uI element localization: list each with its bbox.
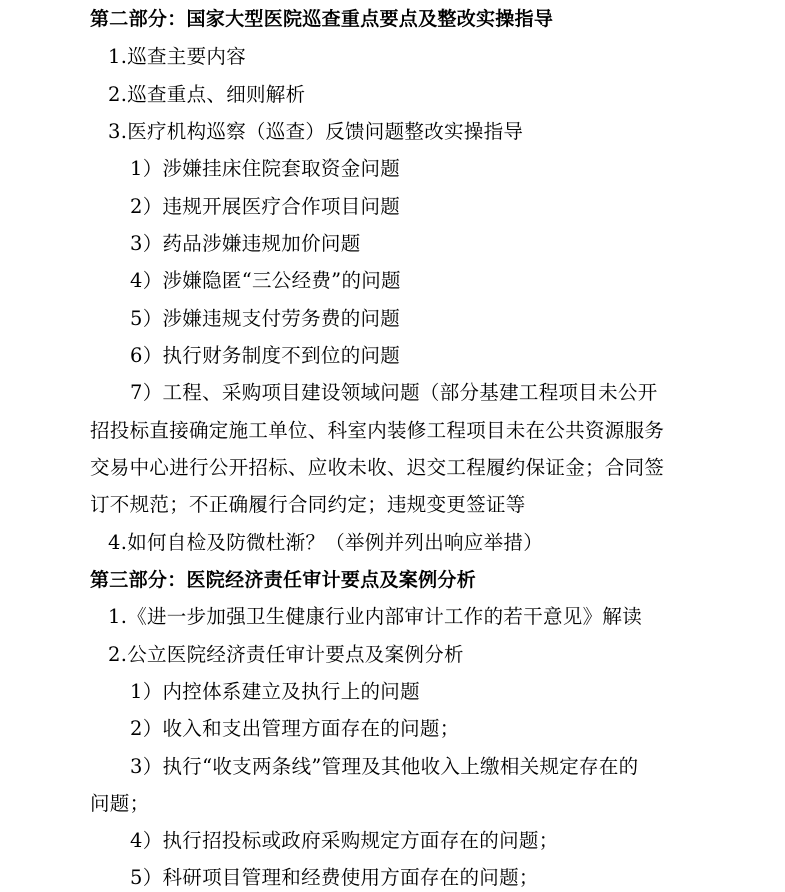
list-item: 1.《进一步加强卫生健康行业内部审计工作的若干意见》解读 <box>108 605 643 628</box>
sub-list-item-7-line3: 交易中心进行公开招标、应收未收、迟交工程履约保证金；合同签 <box>90 456 665 479</box>
sub-list-item-3-line1: 3）执行“收支两条线”管理及其他收入上缴相关规定存在的 <box>130 755 639 778</box>
sub-list-item: 5）科研项目管理和经费使用方面存在的问题； <box>130 866 539 889</box>
section-heading-part2: 第二部分：国家大型医院巡查重点要点及整改实操指导 <box>90 8 554 30</box>
sub-list-item-3-line2: 问题； <box>90 792 150 815</box>
list-item: 2.巡查重点、细则解析 <box>108 83 306 106</box>
sub-list-item-7-line4: 订不规范；不正确履行合同约定；违规变更签证等 <box>90 493 526 516</box>
list-item: 4.如何自检及防微杜渐？（举例并列出响应举措） <box>108 531 544 554</box>
sub-list-item-7-line1: 7）工程、采购项目建设领域问题（部分基建工程项目未公开 <box>130 381 658 404</box>
list-item: 2.公立医院经济责任审计要点及案例分析 <box>108 643 464 666</box>
sub-list-item: 5）涉嫌违规支付劳务费的问题 <box>130 307 401 330</box>
sub-list-item: 2）违规开展医疗合作项目问题 <box>130 195 401 218</box>
sub-list-item: 1）涉嫌挂床住院套取资金问题 <box>130 157 401 180</box>
list-item: 1.巡查主要内容 <box>108 45 247 68</box>
list-item: 3.医疗机构巡察（巡查）反馈问题整改实操指导 <box>108 120 524 143</box>
section-heading-part3: 第三部分：医院经济责任审计要点及案例分析 <box>90 569 477 591</box>
sub-list-item: 1）内控体系建立及执行上的问题 <box>130 680 420 703</box>
sub-list-item: 2）收入和支出管理方面存在的问题； <box>130 717 460 740</box>
sub-list-item: 6）执行财务制度不到位的问题 <box>130 344 401 367</box>
sub-list-item: 3）药品涉嫌违规加价问题 <box>130 232 361 255</box>
sub-list-item: 4）执行招投标或政府采购规定方面存在的问题； <box>130 829 559 852</box>
sub-list-item: 4）涉嫌隐匿“三公经费”的问题 <box>130 269 401 292</box>
sub-list-item-7-line2: 招投标直接确定施工单位、科室内装修工程项目未在公共资源服务 <box>90 419 665 442</box>
